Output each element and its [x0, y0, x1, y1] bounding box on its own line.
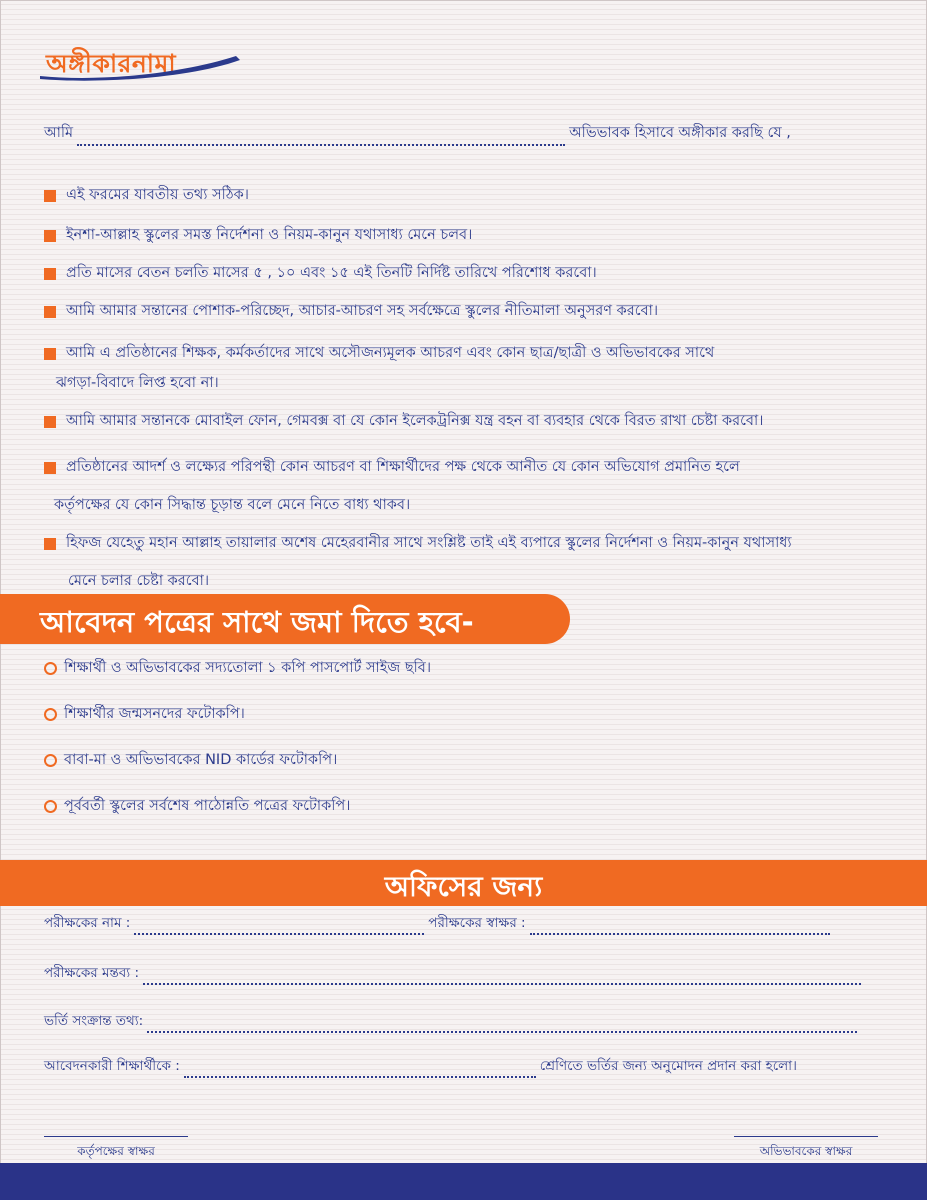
examiner-signature-label: পরীক্ষকের স্বাক্ষর :: [428, 915, 526, 931]
requirement-item: [44, 748, 337, 772]
square-bullet-icon: [44, 268, 56, 280]
requirement-item: [44, 702, 245, 726]
pledge-line: [44, 122, 791, 146]
office-banner: [0, 860, 927, 906]
page-title: অঙ্গীকারনামা: [46, 49, 177, 78]
examiner-comment-row: [44, 962, 865, 985]
admission-info-blank[interactable]: [147, 1021, 857, 1033]
square-bullet-icon: [44, 462, 56, 474]
rule-text-line: প্রতি মাসের বেতন চলতি মাসের ৫ , ১০ এবং ১৫ এই তিনটি নির্দিষ্ট তারিখে পরিশোধ করবো।: [66, 265, 597, 281]
square-bullet-icon: [44, 230, 56, 242]
rule-text-line: প্রতিষ্ঠানের আদর্শ ও লক্ষ্যের পরিপন্থী কোন আচরণ বা শিক্ষার্থীদের পক্ষ থেকে আনীত যে কোন অভিযোগ প্রমানিত হলে: [66, 459, 740, 475]
rule-item: [44, 220, 864, 250]
examiner-name-label: পরীক্ষকের নাম :: [44, 915, 131, 931]
requirement-item: [44, 794, 350, 818]
applicant-suffix: শ্রেণিতে ভর্তির জন্য অনুমোদন প্রদান করা হলো।: [539, 1058, 797, 1074]
rule-item: [44, 258, 864, 288]
requirements-title: আবেদন পত্রের সাথে জমা দিতে হবে-: [40, 605, 474, 639]
square-bullet-icon: [44, 190, 56, 202]
guardian-signature-line[interactable]: [734, 1136, 878, 1137]
admission-info-label: ভর্তি সংক্রান্ত তথ্য:: [44, 1013, 144, 1029]
title-underline-swoosh: [40, 52, 240, 82]
rule-text-line: ঝগড়া-বিবাদে লিপ্ত হবো না।: [56, 375, 219, 391]
rule-item: [44, 338, 864, 398]
applicant-class-blank[interactable]: [184, 1066, 536, 1078]
examiner-name-row: [44, 912, 834, 935]
square-bullet-icon: [44, 416, 56, 428]
circle-bullet-icon: [44, 800, 57, 813]
examiner-name-blank[interactable]: [134, 923, 424, 935]
authority-signature-label: কর্তৃপক্ষের স্বাক্ষর: [77, 1144, 155, 1158]
square-bullet-icon: [44, 538, 56, 550]
square-bullet-icon: [44, 306, 56, 318]
circle-bullet-icon: [44, 754, 57, 767]
requirements-banner: [0, 594, 570, 644]
rule-text-line: ইনশা-আল্লাহ স্কুলের সমস্ত নির্দেশনা ও নিয়ম-কানুন যথাসাধ্য মেনে চলব।: [66, 227, 473, 243]
rule-item: [44, 524, 864, 600]
rule-text-line: আমি এ প্রতিষ্ঠানের শিক্ষক, কর্মকর্তাদের সাথে অসৌজন্যমূলক আচরণ এবং কোন ছাত্র/ছাত্রী ও অভিভাবকের সাথে: [66, 345, 715, 361]
examiner-signature-blank[interactable]: [530, 923, 830, 935]
authority-signature-line[interactable]: [44, 1136, 188, 1137]
circle-bullet-icon: [44, 708, 57, 721]
square-bullet-icon: [44, 348, 56, 360]
requirement-text: পূর্ববর্তী স্কুলের সর্বশেষ পাঠোন্নতি পত্রের ফটোকপি।: [64, 798, 351, 814]
rule-text-line: আমি আমার সন্তানকে মোবাইল ফোন, গেমবক্স বা যে কোন ইলেকট্রনিক্স যন্ত্র বহন বা ব্যবহার থেকে বিরত রাখা চেষ্টা করবো।: [66, 413, 764, 429]
rule-text-line: মেনে চলার চেষ্টা করবো।: [68, 573, 210, 589]
pledge-suffix: অভিভাবক হিসাবে অঙ্গীকার করছি যে ,: [569, 125, 791, 141]
guardian-signature-label: অভিভাবকের স্বাক্ষর: [759, 1144, 853, 1158]
requirement-text: শিক্ষার্থী ও অভিভাবকের সদ্যতোলা ১ কপি পাসপোর্ট সাইজ ছবি।: [64, 660, 432, 676]
footer-bar: [0, 1163, 927, 1200]
applicant-approval-row: [44, 1055, 797, 1078]
rule-text-line: কর্তৃপক্ষের যে কোন সিদ্ধান্ত চূড়ান্ত বলে মেনে নিতে বাধ্য থাকব।: [54, 497, 411, 513]
circle-bullet-icon: [44, 662, 57, 675]
rule-item: [44, 296, 864, 326]
examiner-comment-blank[interactable]: [143, 973, 861, 985]
rule-text-line: এই ফরমের যাবতীয় তথ্য সঠিক।: [66, 187, 249, 203]
requirement-item: [44, 656, 431, 680]
examiner-comment-label: পরীক্ষকের মন্তব্য :: [44, 965, 140, 981]
pledge-prefix: আমি: [44, 125, 74, 141]
requirement-text: বাবা-মা ও অভিভাবকের NID কার্ডের ফটোকপি।: [64, 752, 338, 768]
requirement-text: শিক্ষার্থীর জন্মসনদের ফটোকপি।: [64, 706, 245, 722]
rule-item: [44, 406, 864, 436]
office-title: অফিসের জন্য: [384, 870, 543, 903]
applicant-prefix: আবেদনকারী শিক্ষার্থীকে :: [44, 1058, 180, 1074]
rule-text-line: আমি আমার সন্তানের পোশাক-পরিচ্ছেদ, আচার-আচরণ সহ সর্বক্ষেত্রে স্কুলের নীতিমালা অনুসরণ করবো।: [66, 303, 659, 319]
rule-item: [44, 448, 864, 524]
rule-text-line: হিফজ যেহেতু মহান আল্লাহ তায়ালার অশেষ মেহেরবানীর সাথে সংশ্লিষ্ট তাই এই ব্যপারে স্কুলের নির্দেশনা ও নিয়ম-কানুন যথাসাধ্য: [66, 535, 792, 551]
admission-info-row: [44, 1010, 861, 1033]
guardian-name-blank[interactable]: [77, 132, 565, 146]
rule-item: [44, 180, 864, 210]
